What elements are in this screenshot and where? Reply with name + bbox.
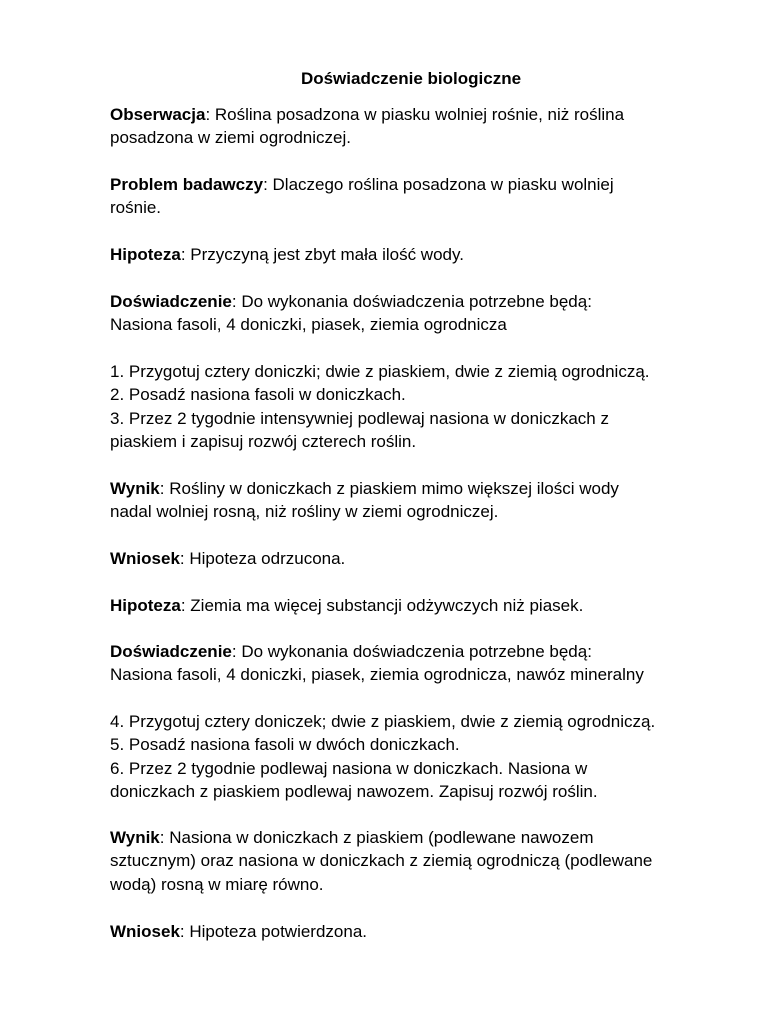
problem-text-line1: : Dlaczego roślina posadzona w piasku wolniej [263,175,614,194]
conclusion-1-label: Wniosek [110,549,180,568]
document-title: Doświadczenie biologiczne [300,69,522,88]
hypothesis-1-text: : Przyczyną jest zbyt mała ilość wody. [180,245,464,264]
step-4: 4. Przygotuj cztery doniczek; dwie z piaskiem, dwie z ziemią ogrodniczą. [110,712,656,731]
step-2: 2. Posadź nasiona fasoli w doniczkach. [110,385,406,405]
step-3: 3. Przez 2 tygodnie intensywniej podlewaj nasiona w doniczkach z [110,408,609,428]
experiment-1-label: Doświadczenie [110,292,232,311]
step-6-continued: doniczkach z piaskiem podlewaj nawozem. Zapisuj rozwój roślin. [110,781,598,801]
conclusion-2-paragraph [110,920,720,943]
step-3-continued: piaskiem i zapisuj rozwój czterech roślin. [110,431,417,451]
observation-text-line2: posadzona w ziemi ogrodniczej. [110,128,351,148]
step-5: 5. Posadź nasiona fasoli w dwóch doniczkach. [110,735,460,755]
observation-text-line1: : Roślina posadzona w piasku wolniej rośnie, niż roślina [205,105,625,124]
hypothesis-1-paragraph [110,243,720,266]
steps-1-list [110,360,720,453]
problem-label: Problem badawczy [110,175,264,194]
result-1-text-line1: : Rośliny w doniczkach z piaskiem mimo większej ilości wody [159,479,619,498]
hypothesis-2-text: : Ziemia ma więcej substancji odżywczych niż piasek. [180,596,584,615]
result-2-text-line2: sztucznym) oraz nasiona w doniczkach z ziemią ogrodniczą (podlewane [110,851,653,871]
hypothesis-2-paragraph [110,594,720,617]
step-6: 6. Przez 2 tygodnie podlewaj nasiona w doniczkach. Nasiona w [110,758,588,778]
result-1-text-line2: nadal wolniej rosną, niż rośliny w ziemi ogrodniczej. [110,502,499,522]
conclusion-2-text: : Hipoteza potwierdzona. [179,922,368,941]
result-1-paragraph [110,477,720,524]
result-2-text-line1: : Nasiona w doniczkach z piaskiem (podlewane nawozem [159,828,594,847]
hypothesis-2-label: Hipoteza [110,596,181,615]
problem-paragraph [110,173,720,220]
result-2-text-line3: wodą) rosną w miarę równo. [110,874,324,894]
steps-2-list [110,710,720,803]
problem-text-line2: rośnie. [110,198,162,218]
conclusion-1-paragraph [110,547,720,570]
observation-paragraph [110,103,720,150]
experiment-1-text-line1: : Do wykonania doświadczenia potrzebne będą: [231,292,592,311]
experiment-2-label: Doświadczenie [110,642,232,661]
observation-label: Obserwacja [110,105,206,124]
result-1-label: Wynik [110,479,160,498]
step-1: 1. Przygotuj cztery doniczki; dwie z piaskiem, dwie z ziemią ogrodniczą. [110,362,650,381]
experiment-1-materials: Nasiona fasoli, 4 doniczki, piasek, ziemia ogrodnicza [110,315,507,335]
experiment-2-materials: Nasiona fasoli, 4 doniczki, piasek, ziemia ogrodnicza, nawóz mineralny [110,665,644,685]
conclusion-2-label: Wniosek [110,922,180,941]
experiment-1-paragraph [110,290,720,337]
hypothesis-1-label: Hipoteza [110,245,181,264]
conclusion-1-text: : Hipoteza odrzucona. [179,549,346,568]
experiment-2-text-line1: : Do wykonania doświadczenia potrzebne będą: [231,642,592,661]
experiment-2-paragraph [110,640,720,687]
result-2-label: Wynik [110,828,160,847]
result-2-paragraph [110,826,720,896]
